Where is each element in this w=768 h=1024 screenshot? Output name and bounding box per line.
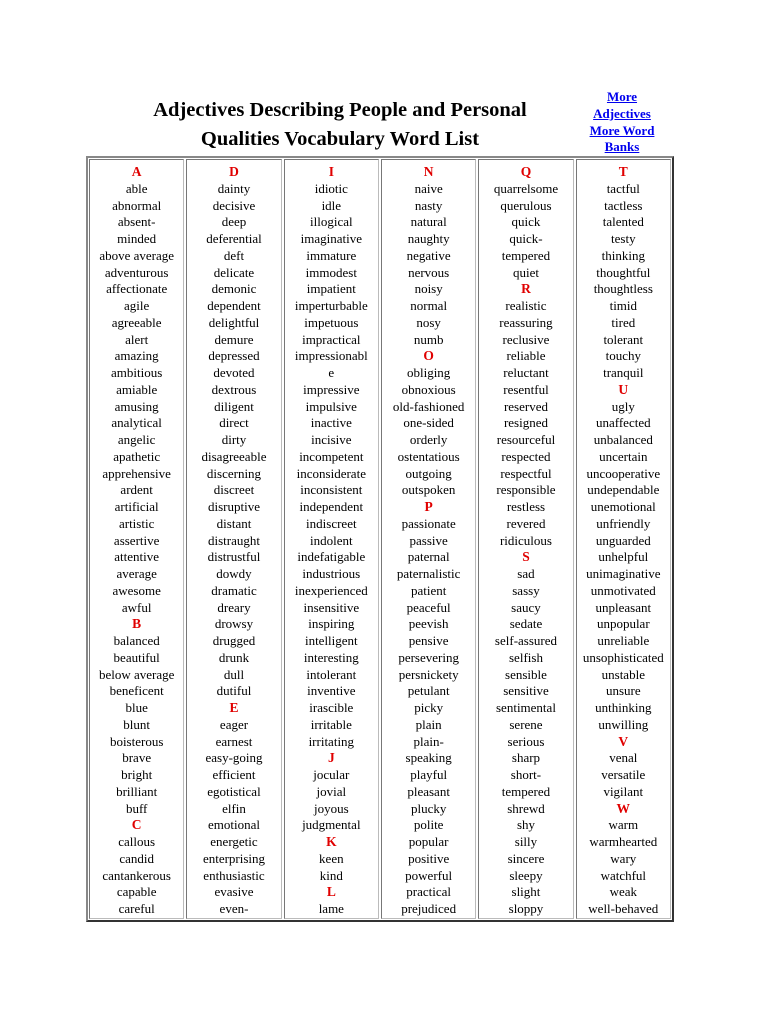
page-title	[100, 96, 580, 154]
word-entry: candid	[119, 850, 154, 866]
word-entry: pleasant	[407, 783, 450, 799]
word-entry: persevering	[398, 649, 459, 665]
word-entry: demonic	[211, 281, 257, 297]
word-entry: nosy	[416, 314, 441, 330]
word-entry: testy	[611, 231, 636, 246]
letter-heading: Q	[520, 164, 532, 179]
word-entry: demure	[214, 331, 254, 347]
word-column	[381, 159, 476, 919]
word-entry: inexperienced	[294, 582, 368, 598]
word-entry: above average	[99, 247, 175, 263]
word-entry: idiotic	[314, 180, 348, 196]
word-entry: kind	[319, 867, 343, 883]
word-entry: attentive	[114, 549, 160, 565]
word-entry: emotional	[207, 817, 260, 833]
letter-heading: L	[326, 884, 336, 900]
word-entry: reliable	[506, 348, 546, 364]
word-entry: awful	[121, 599, 152, 615]
word-entry: discerning	[206, 465, 262, 481]
word-column	[576, 159, 671, 919]
word-entry: passive	[409, 532, 448, 548]
word-entry: impetuous	[304, 314, 359, 330]
word-entry: shy	[516, 817, 535, 833]
word-entry: naive	[414, 180, 443, 196]
word-entry: one-sided	[403, 415, 454, 431]
word-entry: passionate	[401, 515, 456, 531]
word-entry: amusing	[114, 398, 159, 414]
word-entry: distrustful	[207, 549, 261, 565]
word-column	[478, 159, 573, 919]
word-entry: earnest	[215, 733, 253, 749]
word-entry: unstable	[601, 666, 645, 682]
word-entry: adventurous	[104, 264, 169, 280]
word-entry: well-behaved	[588, 901, 659, 916]
word-entry: able	[125, 180, 148, 196]
word-entry: sensitive	[503, 683, 549, 699]
word-entry: blue	[125, 700, 148, 715]
word-entry: dextrous	[211, 381, 257, 397]
word-entry: dowdy	[216, 566, 252, 581]
word-entry: ardent	[120, 482, 153, 498]
word-entry: evasive	[214, 884, 254, 900]
word-entry: unpopular	[596, 616, 650, 632]
word-entry: beautiful	[113, 649, 160, 665]
word-entry: indefatigable	[297, 549, 366, 565]
word-entry: speaking	[405, 750, 452, 766]
word-entry: awesome	[112, 582, 161, 598]
word-entry: wary	[610, 850, 637, 866]
word-entry: sloppy	[508, 901, 544, 916]
word-entry: analytical	[111, 415, 162, 431]
word-entry: sensible	[505, 666, 547, 682]
word-entry: amiable	[116, 381, 158, 397]
word-entry: callous	[118, 834, 156, 849]
word-entry: peaceful	[406, 599, 451, 615]
word-entry: unemotional	[590, 499, 656, 514]
word-entry: popular	[408, 834, 449, 849]
word-entry: affectionate	[106, 281, 168, 297]
word-entry: polite	[413, 817, 444, 833]
word-entry: reclusive	[502, 331, 550, 347]
word-entry: versatile	[601, 767, 646, 782]
word-entry: artificial	[114, 499, 159, 514]
word-entry: obnoxious	[401, 381, 456, 397]
word-entry: independent	[299, 499, 364, 514]
letter-heading: E	[229, 700, 239, 715]
word-entry: shrewd	[507, 800, 545, 816]
word-entry: indiscreet	[306, 515, 357, 531]
word-entry: unaffected	[595, 415, 651, 431]
word-entry: thoughtless	[593, 281, 653, 297]
word-entry: sentimental	[496, 700, 556, 715]
word-entry: ugly	[611, 398, 635, 414]
letter-heading: C	[131, 817, 142, 833]
word-entry: unmotivated	[590, 582, 656, 598]
word-entry: respectful	[500, 465, 552, 481]
word-entry: lame	[318, 901, 344, 916]
word-entry: absent-	[117, 214, 156, 230]
word-entry: apprehensive	[102, 465, 171, 481]
word-entry: reassuring	[499, 314, 553, 330]
word-entry: apathetic	[113, 448, 161, 464]
more-word-banks-link-line-2[interactable]: Banks	[604, 139, 640, 155]
word-entry: efficient	[212, 767, 256, 782]
word-entry: enterprising	[202, 850, 266, 866]
word-entry: unpleasant	[595, 599, 652, 615]
word-entry: assertive	[113, 532, 160, 548]
word-entry: jovial	[316, 783, 347, 799]
word-entry: tolerant	[603, 331, 644, 347]
word-entry: unfriendly	[596, 515, 651, 531]
word-entry: immature	[306, 247, 357, 263]
related-links	[577, 89, 667, 156]
word-entry: average	[116, 566, 157, 581]
word-entry: interesting	[303, 649, 359, 665]
word-entry: direct	[219, 415, 249, 431]
word-entry: tired	[611, 314, 636, 330]
word-entry: angelic	[117, 432, 156, 447]
letter-heading: K	[326, 834, 337, 849]
letter-heading: I	[328, 164, 334, 179]
word-entry: paternal	[407, 549, 450, 565]
letter-heading: T	[618, 164, 628, 179]
word-entry: deferential	[206, 231, 262, 246]
word-entry: impressionabl	[294, 348, 368, 364]
word-entry: slight	[511, 884, 541, 900]
word-entry: silly	[514, 834, 538, 849]
word-entry: irascible	[309, 700, 354, 715]
word-entry: impractical	[302, 331, 361, 347]
word-entry: peevish	[408, 616, 449, 632]
word-entry: querulous	[500, 197, 552, 213]
word-entry: bright	[121, 767, 153, 782]
letter-heading: P	[424, 499, 433, 514]
word-entry: nasty	[414, 197, 443, 213]
word-entry: unguarded	[595, 532, 651, 548]
word-entry: thinking	[601, 247, 645, 263]
word-entry: serious	[507, 733, 545, 749]
word-entry: playful	[410, 767, 448, 782]
word-entry: impulsive	[305, 398, 357, 414]
word-entry: quick-	[509, 231, 543, 246]
word-entry: venal	[609, 750, 638, 766]
word-entry: diligent	[214, 398, 254, 414]
more-adjectives-link-line-2[interactable]: Adjectives	[593, 105, 651, 121]
letter-heading: S	[522, 549, 530, 565]
word-entry: unsure	[605, 683, 641, 699]
word-entry: dainty	[217, 180, 251, 196]
word-entry: unreliable	[597, 633, 650, 648]
letter-heading: J	[327, 750, 335, 766]
word-entry: capable	[116, 884, 157, 900]
word-entry: agreeable	[111, 314, 162, 330]
word-entry: minded	[117, 231, 157, 246]
word-entry: illogical	[310, 214, 353, 230]
word-entry: responsible	[496, 482, 556, 498]
word-entry: easy-going	[205, 750, 263, 766]
word-entry: orderly	[409, 432, 448, 447]
word-entry: quick	[511, 214, 541, 230]
word-entry: imaginative	[300, 231, 362, 246]
word-entry: naughty	[407, 231, 450, 246]
word-entry: balanced	[113, 633, 160, 648]
word-entry: outgoing	[405, 465, 452, 481]
word-column	[284, 159, 379, 919]
word-entry: sharp	[511, 750, 541, 766]
word-entry: inspiring	[308, 616, 355, 632]
word-entry: plain	[415, 716, 442, 732]
word-entry: serene	[509, 716, 543, 732]
word-entry: warmhearted	[589, 834, 658, 849]
word-entry: imperturbable	[294, 298, 368, 313]
word-entry: saucy	[511, 599, 541, 615]
word-entry: dull	[223, 666, 245, 682]
word-entry: disagreeable	[201, 448, 267, 464]
word-entry: delightful	[208, 314, 260, 330]
word-entry: self-assured	[494, 633, 558, 648]
word-entry: energetic	[210, 834, 258, 849]
word-entry: unbalanced	[593, 432, 653, 447]
word-list-table	[86, 156, 674, 922]
word-entry: unsophisticated	[582, 649, 664, 665]
word-entry: deft	[223, 247, 245, 263]
word-entry: realistic	[505, 298, 547, 313]
word-entry: intelligent	[304, 633, 358, 648]
word-entry: undependable	[587, 482, 660, 498]
word-entry: tactful	[606, 180, 640, 196]
word-entry: unhelpful	[598, 549, 649, 565]
word-entry: incompetent	[299, 448, 364, 464]
word-entry: irritable	[310, 716, 352, 732]
word-entry: quarrelsome	[493, 180, 559, 196]
word-entry: patient	[410, 582, 447, 598]
word-entry: discreet	[213, 482, 255, 498]
word-entry: normal	[410, 298, 448, 313]
word-entry: natural	[410, 214, 447, 230]
word-entry: unimaginative	[586, 566, 661, 581]
word-entry: tempered	[501, 247, 551, 263]
word-entry: dirty	[221, 432, 247, 447]
letter-heading: R	[521, 281, 531, 297]
word-entry: watchful	[600, 867, 647, 883]
word-column	[89, 159, 184, 919]
word-entry: revered	[506, 515, 546, 531]
title-line-2: Qualities Vocabulary Word List	[200, 128, 480, 150]
word-entry: thoughtful	[596, 264, 651, 280]
word-entry: even-	[219, 901, 249, 916]
word-entry: old-fashioned	[392, 398, 465, 414]
word-column	[186, 159, 281, 919]
word-entry: respected	[501, 448, 551, 464]
word-entry: ridiculous	[499, 532, 552, 548]
letter-heading: U	[618, 381, 629, 397]
word-entry: restless	[506, 499, 546, 514]
word-entry: idle	[321, 197, 342, 213]
letter-heading: V	[618, 733, 629, 749]
word-entry: delicate	[213, 264, 255, 280]
word-entry: intolerant	[306, 666, 357, 682]
word-entry: joyous	[313, 800, 349, 816]
letter-heading: B	[132, 616, 142, 632]
word-entry: negative	[406, 247, 451, 263]
word-entry: warm	[608, 817, 639, 833]
word-entry: artistic	[118, 515, 155, 531]
word-entry: nervous	[408, 264, 450, 280]
word-entry: drowsy	[214, 616, 254, 632]
letter-heading: D	[229, 164, 239, 179]
word-entry: dreary	[217, 599, 251, 615]
word-entry: plain-	[413, 733, 444, 749]
word-entry: positive	[408, 850, 450, 866]
word-entry: boisterous	[109, 733, 164, 749]
word-entry: unthinking	[595, 700, 652, 715]
word-entry: beneficent	[109, 683, 164, 699]
word-entry: tempered	[501, 783, 551, 799]
word-entry: uncooperative	[586, 465, 661, 481]
word-entry: insensitive	[303, 599, 360, 615]
letter-heading: W	[616, 800, 631, 816]
word-entry: enthusiastic	[203, 867, 265, 883]
word-entry: noisy	[414, 281, 443, 297]
word-entry: blunt	[123, 716, 151, 732]
word-entry: careful	[118, 901, 155, 916]
word-entry: irritating	[308, 733, 355, 749]
word-entry: short-	[510, 767, 542, 782]
word-entry: outspoken	[401, 482, 456, 498]
word-entry: petulant	[407, 683, 450, 699]
word-entry: impatient	[306, 281, 356, 297]
word-entry: pensive	[408, 633, 449, 648]
word-entry: tactless	[604, 197, 643, 213]
word-entry: incisive	[311, 432, 352, 447]
word-entry: elfin	[222, 800, 246, 816]
word-entry: tranquil	[603, 365, 644, 380]
word-entry: deep	[221, 214, 247, 230]
word-entry: paternalistic	[396, 566, 461, 581]
word-entry: keen	[319, 850, 344, 866]
word-entry: powerful	[405, 867, 453, 883]
word-entry: sincere	[507, 850, 545, 866]
word-entry: resourceful	[496, 432, 556, 447]
word-entry: reserved	[503, 398, 548, 414]
word-entry: immodest	[305, 264, 357, 280]
word-entry: agile	[124, 298, 150, 313]
word-entry: impressive	[303, 381, 360, 397]
word-entry: alert	[125, 331, 149, 347]
word-entry: resentful	[503, 381, 549, 397]
word-entry: brilliant	[116, 783, 158, 799]
word-entry: drugged	[212, 633, 256, 648]
word-entry: inactive	[310, 415, 352, 431]
word-entry: resigned	[503, 415, 548, 431]
word-entry: devoted	[213, 365, 255, 380]
word-entry: eager	[219, 716, 249, 732]
word-entry: sedate	[509, 616, 543, 632]
word-entry: egotistical	[207, 783, 261, 799]
word-entry: touchy	[605, 348, 641, 364]
word-entry: vigilant	[603, 783, 644, 799]
word-entry: e	[328, 365, 335, 380]
word-entry: ambitious	[111, 365, 163, 380]
word-entry: sleepy	[509, 867, 543, 883]
word-entry: drunk	[218, 649, 250, 665]
word-entry: plucky	[410, 800, 447, 816]
word-entry: decisive	[212, 197, 256, 213]
word-entry: distant	[216, 515, 252, 531]
word-entry: buff	[125, 800, 148, 816]
letter-heading: N	[423, 164, 434, 179]
word-entry: disruptive	[207, 499, 260, 514]
letter-heading: O	[423, 348, 434, 364]
word-entry: reluctant	[503, 365, 549, 380]
more-adjectives-link-line-1[interactable]: More	[606, 89, 638, 104]
word-entry: dependent	[207, 298, 261, 313]
word-entry: numb	[413, 331, 444, 347]
word-entry: sad	[517, 566, 535, 581]
word-entry: uncertain	[599, 448, 648, 464]
title-line-1: Adjectives Describing People and Personal	[153, 99, 527, 121]
word-entry: prejudiced	[401, 901, 457, 916]
word-entry: selfish	[509, 649, 543, 665]
word-entry: ostentatious	[397, 448, 460, 464]
word-entry: quiet	[512, 264, 539, 280]
more-word-banks-link-line-1[interactable]: More Word	[589, 122, 655, 138]
word-entry: industrious	[302, 566, 361, 581]
word-entry: obliging	[406, 365, 451, 380]
word-entry: judgmental	[302, 817, 361, 833]
word-entry: unwilling	[598, 716, 649, 732]
word-entry: inconsistent	[300, 482, 363, 498]
word-entry: inventive	[307, 683, 356, 699]
word-entry: sassy	[512, 582, 540, 598]
word-entry: below average	[98, 666, 175, 682]
word-entry: abnormal	[112, 197, 162, 213]
word-entry: jocular	[313, 767, 350, 782]
word-entry: weak	[609, 884, 638, 900]
word-entry: distraught	[207, 532, 260, 548]
word-entry: cantankerous	[102, 867, 171, 883]
word-entry: dutiful	[216, 683, 252, 699]
word-entry: dramatic	[211, 582, 257, 598]
word-entry: practical	[406, 884, 452, 900]
word-entry: talented	[602, 214, 644, 230]
word-entry: depressed	[208, 348, 260, 364]
word-entry: persnickety	[398, 666, 459, 682]
letter-heading: A	[131, 164, 142, 179]
word-entry: brave	[122, 750, 152, 766]
word-entry: picky	[414, 700, 444, 715]
word-entry: indolent	[310, 532, 353, 548]
word-entry: inconsiderate	[296, 465, 366, 481]
word-entry: timid	[609, 298, 638, 313]
word-entry: amazing	[114, 348, 159, 364]
